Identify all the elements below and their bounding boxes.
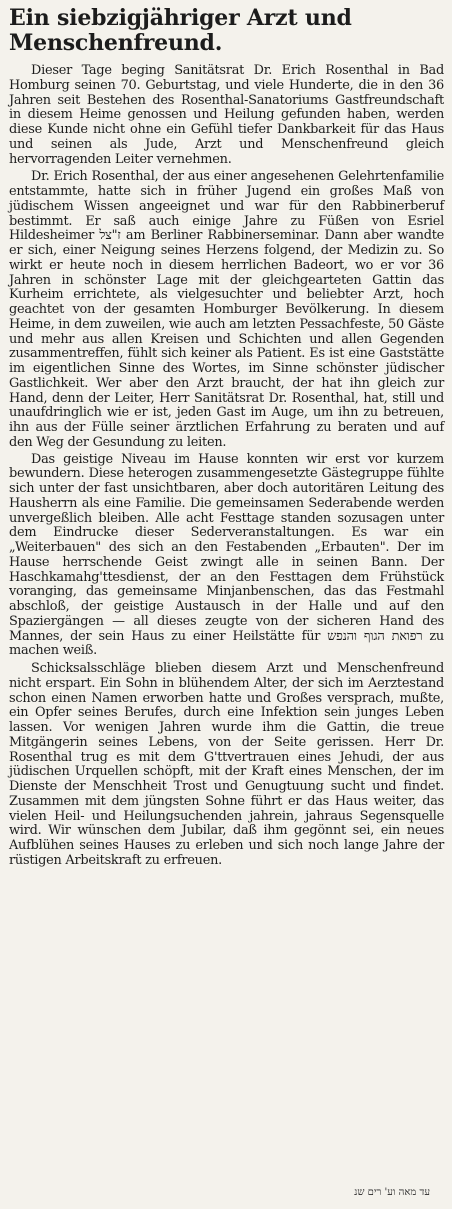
article-paragraph — [9, 662, 444, 869]
paragraph-text: Das geistige Niveau im Hause konnten wir erst vor kurzem bewundern. Diese heterogen zusammengesetzte Gästegruppe fühlte sich unter der fast unsichtbaren, aber doch autoritären Leitung des Hausherrn als eine Familie. Die gemeinsamen Sederabende werden unvergeßlich bleiben. Alle acht Festtage standen sozusagen unter dem Eindrucke dieser Sederveranstaltungen. Es war ein „Weiterbauen" des sich an den Festabenden „Erbauten". Der im Hause herrschende Geist zwingt alle in seinen Bann. Der Haschkamahg'ttesdienst, der an den Festtagen dem Frühstück voranging, das gemeinsame Minjanbenschen, das das Festmahl abschloß, der geistige Austausch in der Halle und auf den Spaziergängen — all dieses zeugte von der sicheren Hand des Mannes, der sein Haus zu einer Heilstätte für רפואת הגוף והנפש zu machen weiß. — [9, 451, 444, 659]
article-paragraph — [9, 170, 444, 450]
paragraph-text: Dr. Erich Rosenthal, der aus einer angesehenen Gelehrtenfamilie entstammte, hatte sich in früher Jugend ein großes Maß von jüdischem Wissen angeeignet und war für den Rabbinerberuf bestimmt. Er saß auch einige Jahre zu Füßen von Esriel Hildesheimer ז"צל am Berliner Rabbinerseminar. Dann aber wandte er sich, einer Neigung seines Herzens folgend, der Medizin zu. So wirkt er heute noch in diesem herrlichen Badeort, wo er vor 36 Jahren in schönster Lage mit der gleichgearteten Gattin das Kurheim errichtete, als vielgesuchter und beliebter Arzt, hoch geachtet von der gesamten Homburger Bevölkerung. In diesem Heime, in dem zuweilen, wie auch am letzten Pessachfeste, 50 Gäste und mehr aus allen Kreisen und Schichten und allen Gegenden zusammentreffen, fühlt sich keiner als Patient. Es ist eine Gaststätte im eigentlichen Sinne des Wortes, im Sinne schönster jüdischer Gastlichkeit. Wer aber den Arzt braucht, der hat ihn gleich zur Hand, denn der Leiter, Herr Sanitätsrat Dr. Rosenthal, hat, still und unaufdringlich wie er ist, jeden Gast im Auge, um ihn zu betreuen, ihn aus der Fülle seiner ärztlichen Erfahrung zu beraten und auf den Weg der Gesundung zu leiten. — [9, 169, 445, 450]
article-paragraph — [9, 453, 444, 660]
paragraph-text: Schicksalsschläge blieben diesem Arzt und Menschenfreund nicht erspart. Ein Sohn in blühendem Alter, der sich im Aerztestand schon einen Namen erworben hatte und Großes versprach, mußte, ein Opfer seines Berufes, durch eine Infektion sein junges Leben lassen. Vor wenigen Jahren wurde ihm die Gattin, die treue Mitgängerin seines Lebens, von der Seite gerissen. Herr Dr. Rosenthal trug es mit dem G'ttvertrauen eines Jehudi, der aus jüdischen Urquellen schöpft, mit der Kraft eines Menschen, der im Dienste der Menschheit Trost und Genugtuung sucht und findet. Zusammen mit dem jüngsten Sohne führt er das Haus weiter, das vielen Heil- und Heilungsuchenden jahrein, jahraus Segensquelle wird. Wir wünschen dem Jubilar, daß ihm gegönnt sei, ein neues Aufblühen seines Hauses zu erleben und sich noch lange Jahre der rüstigen Arbeitskraft zu erfreuen. — [9, 661, 444, 868]
hebrew-closing-blessing: עד מאה וע' רים שנ — [354, 1187, 430, 1198]
paragraph-text: Dieser Tage beging Sanitätsrat Dr. Erich Rosenthal in Bad Homburg seinen 70. Geburtstag, und viele Hunderte, die in den 36 Jahren seit Bestehen des Rosenthal-Sanatoriums Gastfreundschaft in diesem Heime genossen und Heilung gefunden haben, werden diese Kunde nicht ohne ein Gefühl tiefer Dankbarkeit für das Haus und seinen als Jude, Arzt und Menschenfreund gleich hervorragenden Leiter vernehmen. — [9, 63, 444, 167]
article-headline: Ein siebzigjähriger Arzt und Menschenfreund. — [9, 5, 352, 56]
article-paragraph — [9, 64, 444, 167]
